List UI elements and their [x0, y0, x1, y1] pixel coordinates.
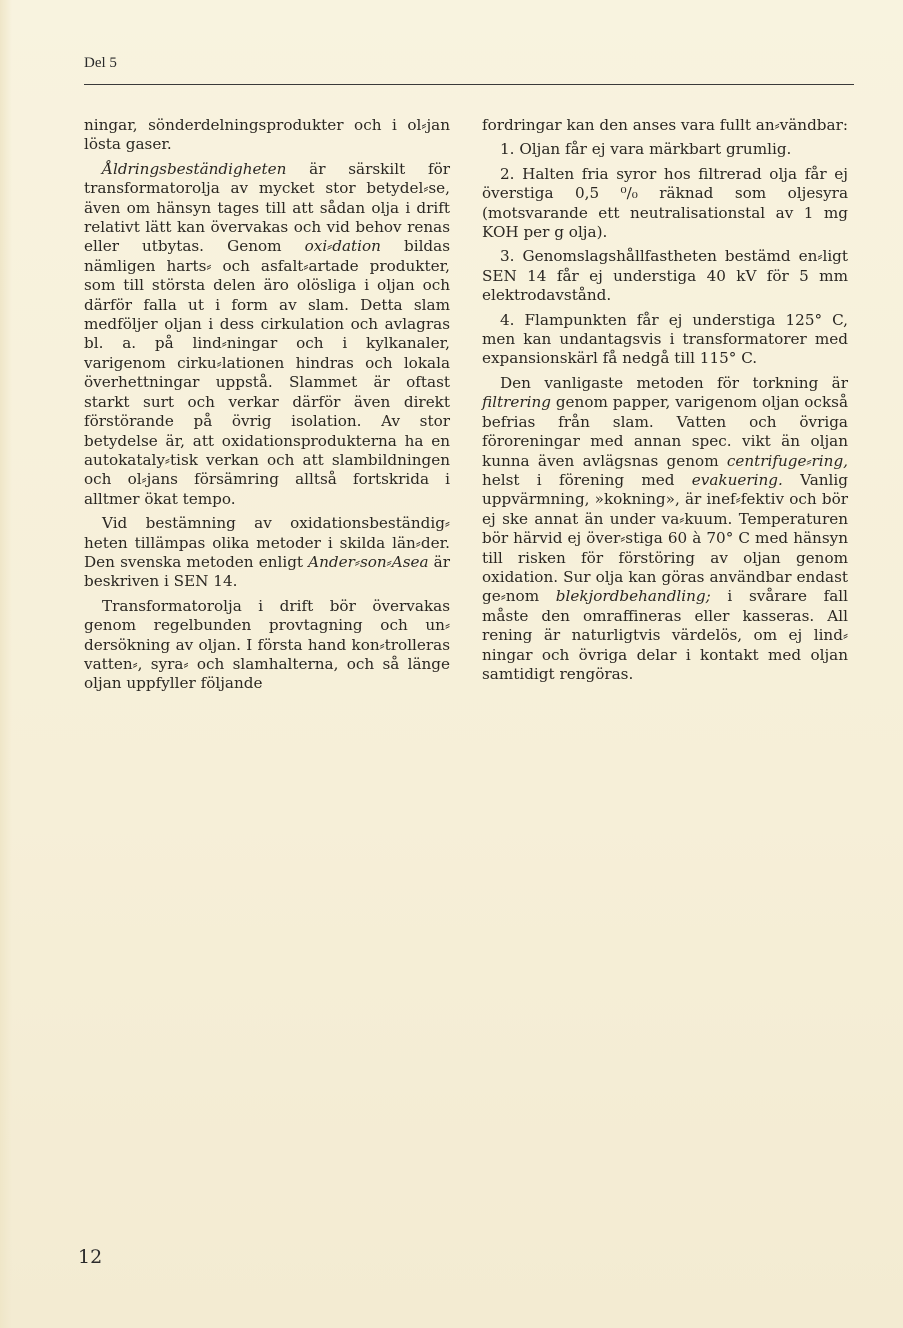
text-run: är beskriven i SEN 14. — [84, 552, 450, 591]
paragraph-monitoring: Transformatorolja i drift bör övervakas genom regelbunden provtagning och un⸗dersökning av oljan. I första hand kon⸗trolleras vatten⸗, syra⸗ och slamhalterna, och så länge oljan uppfyller följande — [84, 596, 450, 693]
paragraph-requirements-intro: fordringar kan den anses vara fullt an⸗vändbar: — [482, 116, 848, 134]
paper-edge-shadow — [0, 0, 12, 1328]
running-head: Del 5 — [84, 55, 117, 71]
text-run: Vanlig uppvärmning, »kokning», är inef⸗fektiv och bör ej ske annat än under va⸗kuum. Temperaturen bör härvid ej över⸗stiga 60 à 70° C med hänsyn till risken för förstöring av oljan genom oxidation. Sur olja kan göras användbar endast ge⸗nom — [482, 470, 848, 606]
text-run: bildas nämligen harts⸗ och asfalt⸗artade produkter, som till största delen äro olösliga i oljan och därför falla ut i form av slam. Detta slam medföljer oljan i dess cirkulation och avlagras bl. a. på lind⸗ningar och i kylkanaler, varigenom cirku⸗lationen hindras och lokala överhettningar uppstå. Slammet är oftast starkt surt och verkar därför även direkt förstörande på övrig isolation. Av stor betydelse är, att oxidationsprodukterna ha en autokataly⸗tisk verkan och att slambildningen och ol⸗jans försämring alltså fortskrida i alltmer ökat tempo. — [84, 237, 450, 508]
text-run: helst i förening med — [482, 470, 692, 489]
requirement-item: 2. Halten fria syror hos filtrerad olja får ej överstiga 0,5 ⁰/₀ räknad som oljesyra (motsvarande ett neutralisationstal av 1 mg KOH per g olja). — [482, 164, 848, 242]
text-run: Vid bestämning av oxidationsbeständig⸗heten tillämpas olika metoder i skilda län⸗der. Den svenska metoden enligt — [84, 514, 450, 571]
text-run: är särskilt för transformatorolja av mycket stor betydel⸗se, även om hänsyn tages till att sådan olja i drift relativt lätt kan övervakas och vid behov renas eller utbytas. Genom — [84, 159, 450, 256]
paragraph-continuation: ningar, sönderdelningsprodukter och i ol⸗jan lösta gaser. — [84, 116, 450, 154]
italic-term: evakuering. — [691, 470, 783, 489]
italic-term: centrifuge⸗ring, — [726, 451, 848, 470]
requirement-item: 1. Oljan får ej vara märkbart grumlig. — [500, 140, 792, 159]
requirement-item: 4. Flampunkten får ej understiga 125° C, men kan undantagsvis i transformatorer med expansionskärl få nedgå till 115° C. — [482, 310, 848, 368]
italic-term: oxi⸗dation — [304, 237, 381, 256]
text-run: genom papper, varigenom oljan också befrias från slam. Vatten och övriga föroreningar med annan spec. vikt än oljan kunna även avlägsnas genom — [482, 393, 848, 470]
left-column — [84, 116, 450, 699]
text-run: i svårare fall måste den omraffineras eller kasseras. All rening är naturligtvis värdelös, om ej lind⸗ningar och övriga delar i kontakt med oljan samtidigt rengöras. — [482, 587, 848, 683]
paragraph-oxidation-methods — [84, 514, 450, 592]
page-header — [84, 52, 854, 72]
requirement-item: 3. Genomslagshållfastheten bestämd en⸗ligt SEN 14 får ej understiga 40 kV för 5 mm elektrodavstånd. — [482, 247, 848, 305]
italic-term: blekjordbehandling; — [555, 587, 711, 606]
text-run: Den vanligaste metoden för torkning är — [500, 373, 848, 392]
right-column — [482, 116, 848, 689]
italic-term: Åldringsbeständigheten — [102, 159, 287, 178]
italic-term: filtrering — [482, 393, 551, 412]
paragraph-aging-stability — [84, 160, 450, 509]
page-number: 12 — [78, 1246, 103, 1268]
italic-term: Ander⸗son⸗Asea — [308, 552, 429, 571]
header-rule — [84, 84, 854, 85]
paragraph-drying-methods — [482, 374, 848, 685]
